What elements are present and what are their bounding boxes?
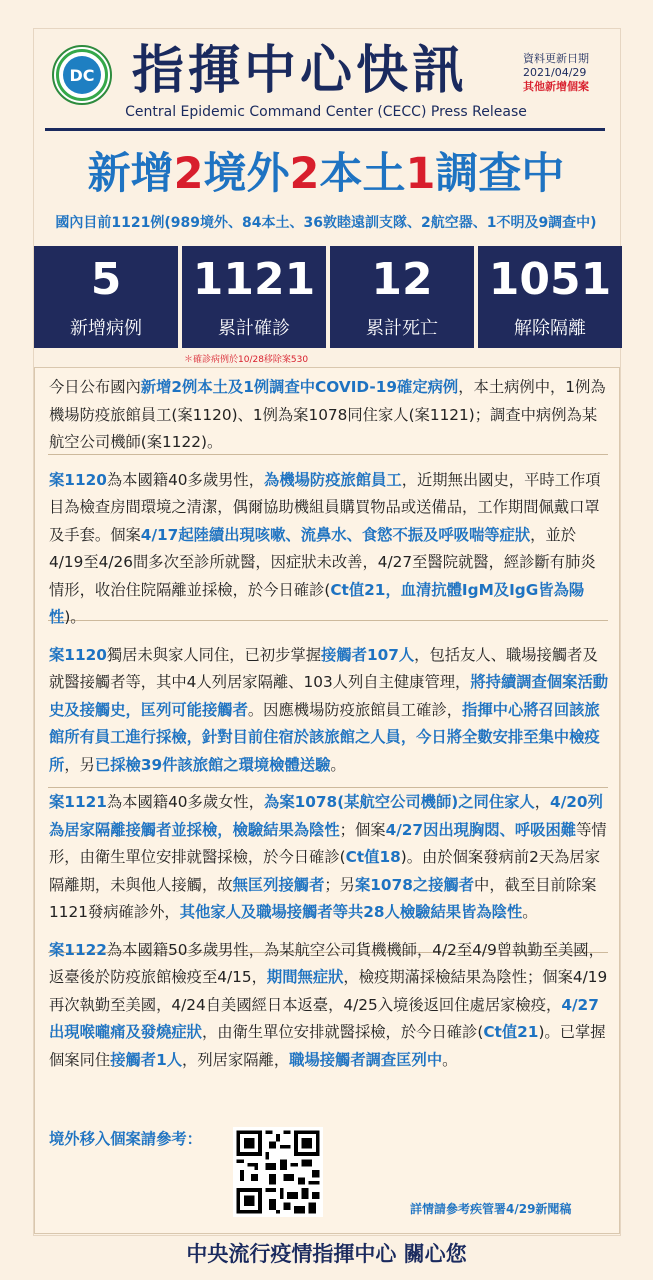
- body-text: ，近期無出國史，平時工作項目為檢查房間環境之清潔，偶爾協助機組員購買物品或送備品，工作期間佩戴口罩及手套。個案: [49, 470, 601, 544]
- headline-number: 2: [173, 149, 204, 199]
- highlight-text: Ct值21: [483, 1023, 539, 1041]
- stat-label: 累計死亡: [366, 318, 438, 339]
- stat-label: 解除隔離: [514, 318, 586, 339]
- stat-label: 累計確診: [218, 318, 290, 339]
- body-text: )。: [64, 608, 86, 626]
- headline-number: 2: [289, 149, 320, 199]
- highlight-text: 案1120: [49, 470, 107, 489]
- highlight-text: 已採檢39件該旅館之環境檢體送驗: [94, 755, 331, 774]
- body-text: ，並於4/19至4/26間多次至診所就醫，因症狀未改善，4/27至醫院就醫，經診斷有肺炎情形，收治住院隔離並採檢，於今日確診(: [49, 525, 596, 599]
- qr-label: 境外移入個案請參考：: [49, 1130, 202, 1148]
- highlight-text: 其他家人及職場接觸者等共28人檢驗結果皆為陰性: [179, 903, 523, 921]
- body-text: 。: [522, 903, 538, 921]
- stat-new-cases: [34, 246, 178, 348]
- body-text: ；另: [324, 875, 355, 894]
- body-text: 。: [330, 755, 346, 774]
- update-date: 2021/04/29: [523, 66, 587, 79]
- page-subtitle: Central Epidemic Command Center (CECC) Press Release: [125, 104, 527, 120]
- paragraph-overview: [49, 374, 609, 467]
- paragraph-case-1122: [49, 937, 609, 1085]
- body-text: ，本土病例中，1例為機場防疫旅館員工(案1120)、1例為案1078同住家人(案1121)；調查中病例為某航空公司機師(案1122)。: [49, 378, 606, 451]
- stats-row: [34, 246, 620, 348]
- highlight-text: 接觸者107人: [321, 645, 415, 664]
- paragraph-case-1120: [49, 467, 609, 642]
- headline-number: 1: [405, 149, 436, 199]
- update-info: [523, 52, 623, 94]
- footnote: ＊確診病例於10/28移除案530: [184, 355, 309, 365]
- highlight-text: 4/20列為居家隔離接觸者並採檢，檢驗結果為陰性: [49, 793, 603, 839]
- logo-ring: [56, 49, 108, 101]
- detail-reference: 詳情請參考疾管署4/29新聞稿: [410, 1202, 572, 1216]
- highlight-text: 案1121: [49, 793, 107, 811]
- update-note: 其他新增個案: [523, 80, 589, 93]
- qr-code-icon[interactable]: [233, 1127, 323, 1217]
- highlight-text: 接觸者1人: [110, 1050, 183, 1069]
- paragraph-case-1121: [49, 789, 609, 937]
- highlight-text: 為案1078(某航空公司機師)之同住家人: [264, 793, 535, 811]
- body-text: )。已掌握個案同住: [49, 1023, 606, 1069]
- paragraph-case-1120-contacts: [49, 642, 609, 790]
- body-text: 獨居未與家人同住，已初步掌握: [106, 645, 322, 664]
- highlight-text: 期間無症狀: [266, 968, 344, 986]
- highlight-text: Ct值21，血清抗體IgM及IgG皆為陽性: [49, 580, 585, 626]
- body-text: )。由於個案發病前2天為居家隔離期，未與他人接觸，故: [49, 848, 601, 894]
- body-text: 等情形，由衛生單位安排就醫採檢，於今日確診(: [49, 820, 607, 866]
- headline-part: 境外: [203, 149, 290, 199]
- body-text: 。: [442, 1050, 458, 1069]
- highlight-text: 無匡列接觸者: [232, 875, 325, 894]
- body-text: 為本國籍50多歲男性，為某航空公司貨機機師，4/2至4/9曾執勤至美國，返臺後於防疫旅館檢疫至4/15，: [49, 940, 604, 986]
- headline-part: 新增: [87, 149, 174, 199]
- stat-value: 1051: [488, 254, 612, 305]
- highlight-text: 案1120: [49, 645, 107, 664]
- highlight-text: 4/17起陸續出現咳嗽、流鼻水、食慾不振及呼吸喘等症狀: [140, 525, 531, 544]
- body-text: ，另: [64, 755, 95, 774]
- stat-value: 1121: [192, 254, 316, 305]
- body-text: ，列居家隔離，: [182, 1050, 290, 1069]
- body-text: ，由衛生單位安排就醫採檢，於今日確診(: [201, 1023, 484, 1041]
- stat-value: 12: [371, 254, 433, 305]
- highlight-text: 將持續調查個案活動史及接觸史，匡列可能接觸者: [49, 673, 609, 719]
- page-title: 指揮中心快訊: [132, 41, 469, 101]
- headline: [33, 140, 619, 201]
- cdc-logo: [52, 45, 112, 105]
- body-text: 為本國籍40多歲女性，: [106, 793, 265, 811]
- case-summary: 國內目前1121例(989境外、84本土、36敦睦遠訓支隊、2航空器、1不明及9調查中): [55, 215, 597, 231]
- stat-released: [478, 246, 622, 348]
- body-text: 今日公布國內: [49, 378, 141, 396]
- body-text: ；個案: [339, 820, 386, 839]
- body-text: ，: [534, 793, 551, 811]
- headline-part: 本土: [319, 149, 406, 199]
- highlight-text: 案1122: [49, 940, 107, 959]
- body-text: 。因應機場防疫旅館員工確診，: [247, 700, 463, 719]
- stat-value: 5: [90, 254, 122, 305]
- footer-slogan: 中央流行疫情指揮中心 關心您: [186, 1242, 467, 1266]
- highlight-text: 4/27因出現胸悶、呼吸困難: [385, 820, 577, 839]
- body-text: 為本國籍40多歲男性，: [106, 470, 265, 489]
- body-text: ，包括友人、職場接觸者及就醫接觸者等，其中4人列居家隔離、103人列自主健康管理，: [49, 645, 598, 691]
- highlight-text: 為機場防疫旅館員工: [264, 470, 402, 489]
- highlight-text: 職場接觸者調查匡列中: [289, 1050, 443, 1069]
- highlight-text: 新增2例本土及1例調查中COVID-19確定病例: [140, 378, 459, 396]
- header-divider: [45, 128, 605, 131]
- headline-part: 調查中: [435, 149, 565, 199]
- highlight-text: Ct值18: [345, 848, 401, 866]
- logo-emblem: DC: [63, 56, 101, 94]
- stat-deaths: [330, 246, 474, 348]
- stat-label: 新增病例: [70, 318, 142, 339]
- highlight-text: 4/27出現喉嚨痛及發燒症狀: [49, 995, 599, 1041]
- stat-total-cases: [182, 246, 326, 348]
- body-text: ，檢疫期滿採檢結果為陰性；個案4/19再次執勤至美國，4/24自美國經日本返臺，4/25入境後返回住處居家檢疫，: [49, 968, 608, 1014]
- highlight-text: 案1078之接觸者: [354, 875, 475, 894]
- highlight-text: 指揮中心將召回該旅館所有員工進行採檢，針對目前住宿於該旅館之人員，今日將全數安排至集中檢疫所: [49, 700, 600, 774]
- update-label: 資料更新日期: [523, 52, 589, 65]
- content-text: [49, 374, 609, 1084]
- body-text: 中，截至目前除案1121發病確診外，: [49, 875, 597, 921]
